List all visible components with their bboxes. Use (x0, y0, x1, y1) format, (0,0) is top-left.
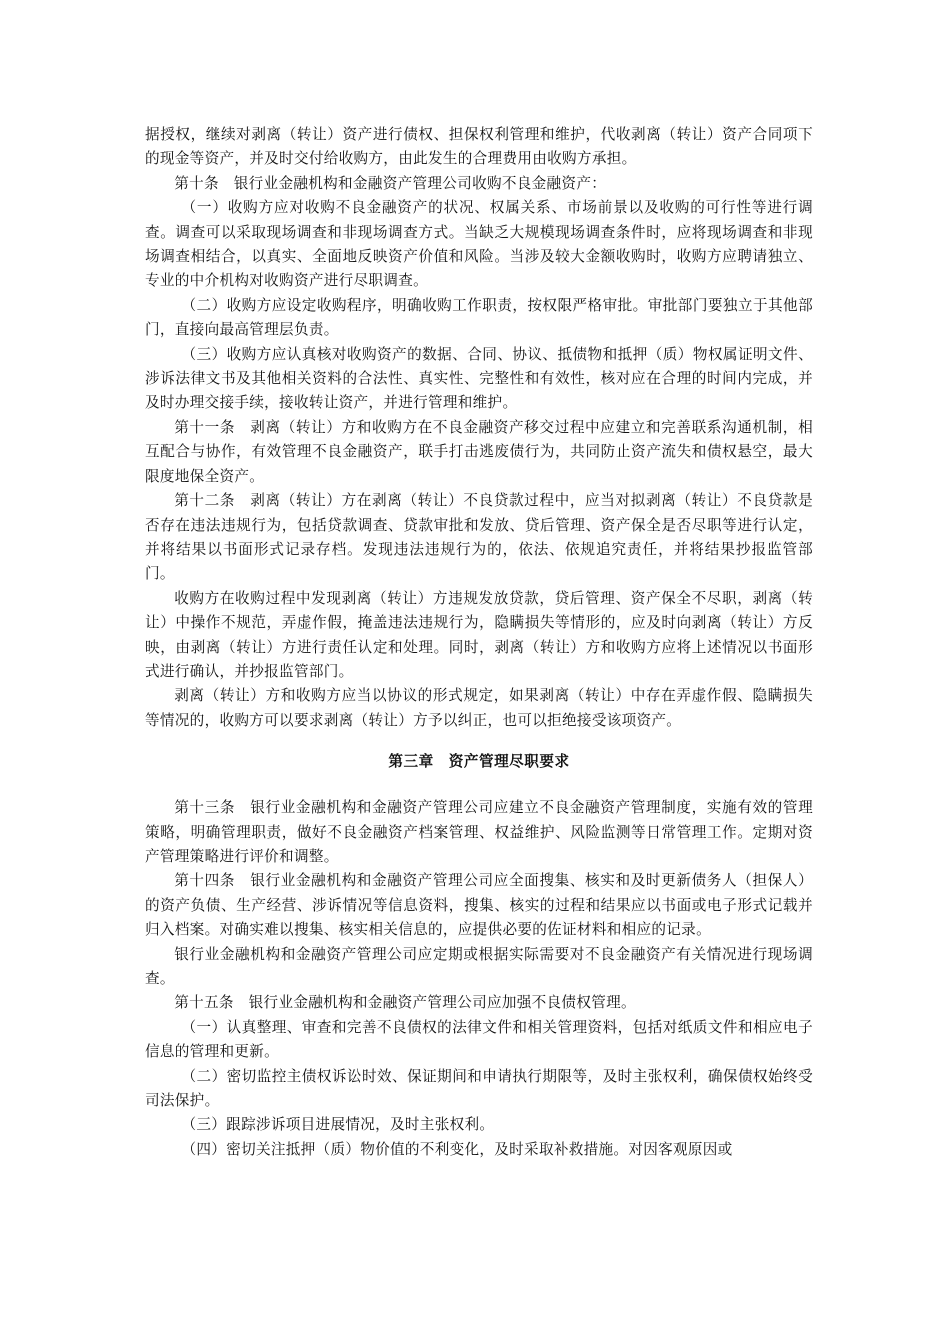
document-body (145, 123, 813, 1162)
article-14: 第十四条 银行业金融机构和金融资产管理公司应全面搜集、核实和及时更新债务人（担保人）的资产负债、生产经营、涉诉情况等信息资料，搜集、核实的过程和结果应以书面或电子形式记载并归入档案。对确实难以搜集、核实相关信息的，应提供必要的佐证材料和相应的记录。 (145, 872, 813, 939)
article-12: 第十二条 剥离（转让）方在剥离（转让）不良贷款过程中，应当对拟剥离（转让）不良贷款是否存在违法违规行为，包括贷款调查、贷款审批和发放、贷后管理、资产保全是否尽职等进行认定，并将结果以书面形式记录存档。发现违法违规行为的，依法、依规追究责任，并将结果抄报监管部门。 (145, 492, 813, 583)
article-15-item-2: （二）密切监控主债权诉讼时效、保证期间和申请执行期限等，及时主张权利，确保债权始终受司法保护。 (145, 1067, 813, 1110)
paragraph-continuation: 据授权，继续对剥离（转让）资产进行债权、担保权利管理和维护，代收剥离（转让）资产合同项下的现金等资产，并及时交付给收购方，由此发生的合理费用由收购方承担。 (145, 126, 813, 168)
article-10-item-3: （三）收购方应认真核对收购资产的数据、合同、协议、抵债物和抵押（质）物权属证明文件、涉诉法律文书及其他相关资料的合法性、真实性、完整性和有效性，核对应在合理的时间内完成，并及时办理交接手续，接收转让资产，并进行管理和维护。 (145, 345, 813, 412)
chapter-title: 第三章 资产管理尽职要求 (388, 753, 570, 771)
article-13: 第十三条 银行业金融机构和金融资产管理公司应建立不良金融资产管理制度，实施有效的管理策略，明确管理职责，做好不良金融资产档案管理、权益维护、风险监测等日常管理工作。定期对资产管理策略进行评价和调整。 (145, 799, 813, 865)
article-12-paragraph-3: 剥离（转让）方和收购方应当以协议的形式规定，如果剥离（转让）中存在弄虚作假、隐瞒损失等情况的，收购方可以要求剥离（转让）方予以纠正，也可以拒绝接受该项资产。 (145, 687, 813, 729)
article-10-item-2: （二）收购方应设定收购程序，明确收购工作职责，按权限严格审批。审批部门要独立于其他部门，直接向最高管理层负责。 (145, 296, 813, 339)
article-15-item-1: （一）认真整理、审查和完善不良债权的法律文件和相关管理资料，包括对纸质文件和相应电子信息的管理和更新。 (145, 1018, 813, 1061)
article-15-heading: 第十五条 银行业金融机构和金融资产管理公司应加强不良债权管理。 (174, 994, 636, 1012)
article-11: 第十一条 剥离（转让）方和收购方在不良金融资产移交过程中应建立和完善联系沟通机制，相互配合与协作，有效管理不良金融资产，联手打击逃废债行为，共同防止资产流失和债权悬空，最大限度地保全资产。 (145, 418, 813, 485)
article-15-item-3: （三）跟踪涉诉项目进展情况，及时主张权利。 (181, 1116, 495, 1134)
article-10-heading: 第十条 银行业金融机构和金融资产管理公司收购不良金融资产： (174, 174, 607, 192)
article-14-paragraph-2: 银行业金融机构和金融资产管理公司应定期或根据实际需要对不良金融资产有关情况进行现场调查。 (145, 945, 813, 987)
article-15-item-4: （四）密切关注抵押（质）物价值的不利变化，及时采取补救措施。对因客观原因或 (181, 1140, 733, 1158)
article-12-paragraph-2: 收购方在收购过程中发现剥离（转让）方违规发放贷款，贷后管理、资产保全不尽职，剥离（转让）中操作不规范，弄虚作假，掩盖违法违规行为，隐瞒损失等情形的，应及时向剥离（转让）方反映，由剥离（转让）方进行责任认定和处理。同时，剥离（转让）方和收购方应将上述情况以书面形式进行确认，并抄报监管部门。 (145, 589, 813, 680)
article-10-item-1: （一）收购方应对收购不良金融资产的状况、权属关系、市场前景以及收购的可行性等进行调查。调查可以采取现场调查和非现场调查方式。当缺乏大规模现场调查条件时，应将现场调查和非现场调查相结合，以真实、全面地反映资产价值和风险。当涉及较大金额收购时，收购方应聘请独立、专业的中介机构对收购资产进行尽职调查。 (145, 199, 813, 290)
